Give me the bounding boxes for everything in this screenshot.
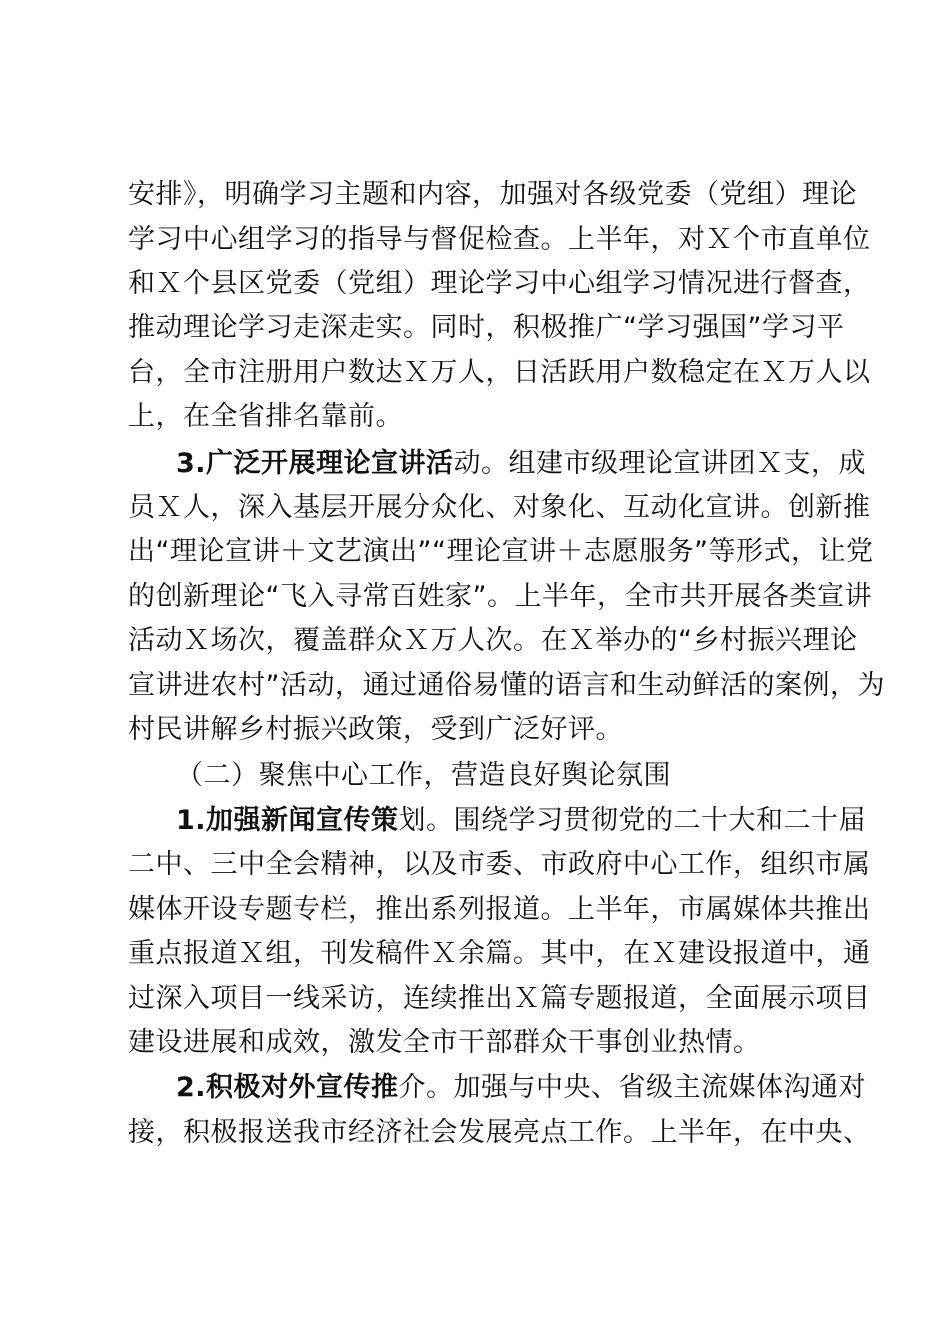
text-line: 二中、三中全会精神，以及市委、市政府中心工作，组织市属 xyxy=(128,849,871,880)
paragraph-first-line xyxy=(176,442,876,486)
text-line: 安排》，明确学习主题和内容，加强对各级党委（党组）理论 xyxy=(128,179,857,210)
paragraph-first-line xyxy=(176,799,876,843)
text-line: 重点报道Ｘ组，刊发稿件Ｘ余篇。其中，在Ｘ建设报道中，通 xyxy=(128,938,871,969)
text-line: 推动理论学习走深走实。同时，积极推广“学习强国”学习平 xyxy=(128,312,845,343)
paragraph-heading: 3.广泛开展理论宣讲活 xyxy=(176,448,454,479)
text-line: 和Ｘ个县区党委（党组）理论学习中心组学习情况进行督查， xyxy=(128,268,871,299)
text-line: 活动Ｘ场次，覆盖群众Ｘ万人次。在Ｘ举办的“乡村振兴理论 xyxy=(128,625,858,656)
text-line: 过深入项目一线采访，连续推出Ｘ篇专题报道，全面展示项目 xyxy=(128,983,871,1014)
text-line: 员Ｘ人，深入基层开展分众化、对象化、互动化宣讲。创新推 xyxy=(128,492,871,523)
text-line: 台，全市注册用户数达Ｘ万人，日活跃用户数稳定在Ｘ万人以 xyxy=(128,357,871,388)
text-line: 上，在全省排名靠前。 xyxy=(128,401,403,432)
text-line: 宣讲进农村”活动，通过通俗易懂的语言和生动鲜活的案例，为 xyxy=(128,670,885,701)
paragraph-text: 动。组建市级理论宣讲团Ｘ支，成 xyxy=(453,448,867,479)
section-title: （二）聚焦中心工作，营造良好舆论氛围 xyxy=(176,760,671,791)
text-line: 媒体开设专题专栏，推出系列报道。上半年，市属媒体共推出 xyxy=(128,894,871,925)
text-line: 出“理论宣讲＋文艺演出”“理论宣讲＋志愿服务”等形式，让党 xyxy=(128,536,874,567)
paragraph-text: 划。围绕学习贯彻党的二十大和二十届 xyxy=(398,805,867,836)
paragraph-text: 介。加强与中央、省级主流媒体沟通对 xyxy=(398,1072,867,1103)
text-line: 学习中心组学习的指导与督促检查。上半年，对Ｘ个市直单位 xyxy=(128,224,871,255)
text-line: 的创新理论“飞入寻常百姓家”。上半年，全市共开展各类宣讲 xyxy=(128,581,872,612)
text-line: 建设进展和成效，激发全市干部群众干事创业热情。 xyxy=(128,1027,761,1058)
text-line: 接，积极报送我市经济社会发展亮点工作。上半年，在中央、 xyxy=(128,1117,871,1148)
paragraph-heading: 2.积极对外宣传推 xyxy=(176,1072,399,1103)
paragraph-first-line xyxy=(176,1066,876,1110)
paragraph-heading: 1.加强新闻宣传策 xyxy=(176,805,399,836)
text-line: 村民讲解乡村振兴政策，受到广泛好评。 xyxy=(128,714,623,745)
